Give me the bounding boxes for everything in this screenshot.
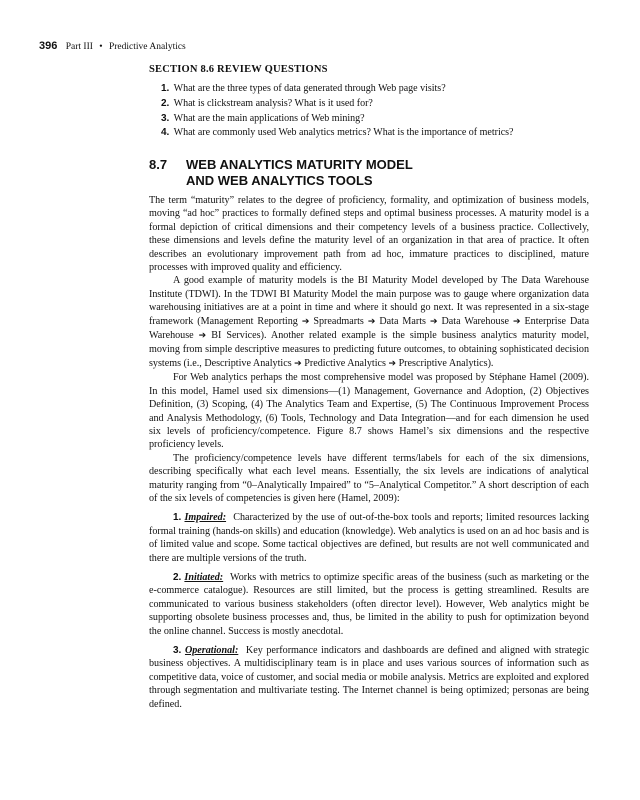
level-item bbox=[149, 511, 589, 565]
question-text: What are commonly used Web analytics metrics? What is the importance of metrics? bbox=[173, 127, 514, 139]
arrow-icon: ➔ bbox=[367, 316, 376, 327]
level-text: Characterized by the use of out-of-the-box tools and reports; limited resources lacking formal training (hands-on skills) and education (knowledge). Web analytics is used on an ad hoc basis and is of limited value and scope. Some tactical objectives are defined, but results are not well communicated and there are multiple versions of the truth. bbox=[149, 512, 589, 564]
review-question bbox=[161, 112, 514, 127]
section-heading bbox=[149, 157, 589, 189]
level-number: 1. bbox=[173, 512, 182, 524]
stage-enterprise-dw: Enterprise Data Warehouse bbox=[149, 315, 590, 342]
paragraph-2-intro: A good example of maturity models is the BI Maturity Model developed by The Data Warehouse Institute (TDWI). In the TDWI BI Maturity Model the main purpose was to gauge where organization data warehousing initiatives are at a point in time and where it should go next. It was represented in a six-stage framework (Management Reporting bbox=[149, 275, 589, 327]
stage-data-marts: Data Marts bbox=[379, 315, 426, 327]
descriptive-analytics: Descriptive Analytics bbox=[204, 357, 292, 369]
question-number: 1. bbox=[161, 83, 170, 94]
arrow-icon: ➔ bbox=[294, 358, 302, 369]
level-text: Works with metrics to optimize specific areas of the business (such as marketing or the e-commerce catalogue). Resources are still limited, but the process is getting streamlined. Results are communicated to various business stakeholders (often director level). However, Web analytics might be supporting obsolete business processes and, thus, be limited in the ability to push for optimization beyond the online channel. Success is mostly anecdotal. bbox=[149, 571, 589, 637]
review-questions-title: SECTION 8.6 REVIEW QUESTIONS bbox=[149, 64, 328, 75]
paragraph-2 bbox=[149, 274, 589, 371]
stage-spreadmarts: Spreadmarts bbox=[313, 315, 364, 327]
level-number: 2. bbox=[173, 571, 182, 583]
level-item bbox=[149, 571, 589, 638]
section-title-line2: AND WEB ANALYTICS TOOLS bbox=[186, 173, 373, 188]
page-number: 396 bbox=[39, 40, 58, 52]
chapter-title: Predictive Analytics bbox=[108, 42, 186, 52]
paragraph-3: For Web analytics perhaps the most comprehensive model was proposed by Stéphane Hamel (2009). In this model, Hamel used six dimensions—(1) Management, Governance and Adoption, (2) Objectives Definition, (3) Scoping, (4) The Analytics Team and Expertise, (5) The Continuous Improvement Process and Analysis Methodology, (6) Tools, Technology and Data Integration—and for each dimension he used six levels of proficiency/competence. Figure 8.7 shows Hamel’s six dimensions and the respective proficiency levels. bbox=[149, 372, 589, 451]
arrow-icon: ➔ bbox=[388, 358, 397, 369]
level-label: Initiated: bbox=[184, 571, 224, 583]
paragraph-2-mid: ). Another related example is the simple business analytics maturity model, moving from simple descriptive measures to predicting future outcomes, to obtaining sophisticated decision systems (i.e., bbox=[149, 330, 589, 369]
part-label: Part III bbox=[65, 42, 93, 52]
review-questions-list bbox=[161, 82, 514, 141]
arrow-icon: ➔ bbox=[301, 316, 310, 327]
body-text bbox=[149, 194, 589, 711]
review-question bbox=[161, 126, 514, 141]
paragraph-4: The proficiency/competence levels have different terms/labels for each of the six dimensions, describing specifically what each level means. Essentially, the six levels are indications of analytical maturity ranging from “0–Analytically Impaired” to “5–Analytical Competitor.” A short description of each of the six levels of competencies is given here (Hamel, 2009): bbox=[149, 452, 589, 504]
question-number: 3. bbox=[161, 112, 170, 124]
predictive-analytics: Predictive Analytics bbox=[304, 357, 386, 369]
level-text: Key performance indicators and dashboards are defined and aligned with strategic business objectives. A multidisciplinary team is in place and uses various sources of information such as competitive data, voice of customer, and social media or mobile analysis. Metrics are exploited and explored through segmentation and multivariate testing. The Internet channel is being optimized; personas are being defined. bbox=[149, 645, 590, 710]
level-item bbox=[149, 644, 589, 711]
bullet-separator: • bbox=[99, 42, 103, 52]
section-number: 8.7 bbox=[149, 157, 168, 172]
question-number: 4. bbox=[161, 127, 170, 139]
paragraph-2-end: ). bbox=[487, 357, 494, 369]
prescriptive-analytics: Prescriptive Analytics bbox=[398, 357, 488, 369]
level-label: Impaired: bbox=[184, 512, 227, 524]
section-title-line1: WEB ANALYTICS MATURITY MODEL bbox=[186, 157, 413, 172]
paragraph-1: The term “maturity” relates to the degree of proficiency, formality, and optimization of business models, moving “ad hoc” practices to formally defined steps and optimal business processes. A maturity model is a formal depiction of critical dimensions and their competency levels of a business practice. Collectively, these dimensions and levels define the maturity level of an organization in that area of practice. It often describes an evolutionary improvement path from ad hoc, immature practices to disciplined, mature processes with improved quality and efficiency. bbox=[149, 195, 589, 274]
level-label: Operational: bbox=[184, 645, 239, 656]
arrow-icon: ➔ bbox=[512, 316, 521, 327]
level-number: 3. bbox=[173, 645, 182, 656]
running-head bbox=[39, 40, 186, 52]
stage-bi-services: BI Services bbox=[211, 330, 261, 342]
question-text: What is clickstream analysis? What is it used for? bbox=[173, 97, 373, 109]
stage-data-warehouse: Data Warehouse bbox=[441, 315, 509, 327]
review-question bbox=[161, 82, 514, 97]
arrow-icon: ➔ bbox=[198, 331, 207, 342]
question-text: What are the main applications of Web mining? bbox=[173, 112, 365, 124]
question-text: What are the three types of data generated through Web page visits? bbox=[173, 83, 446, 94]
arrow-icon: ➔ bbox=[429, 316, 438, 327]
review-question bbox=[161, 97, 514, 112]
question-number: 2. bbox=[161, 97, 170, 109]
